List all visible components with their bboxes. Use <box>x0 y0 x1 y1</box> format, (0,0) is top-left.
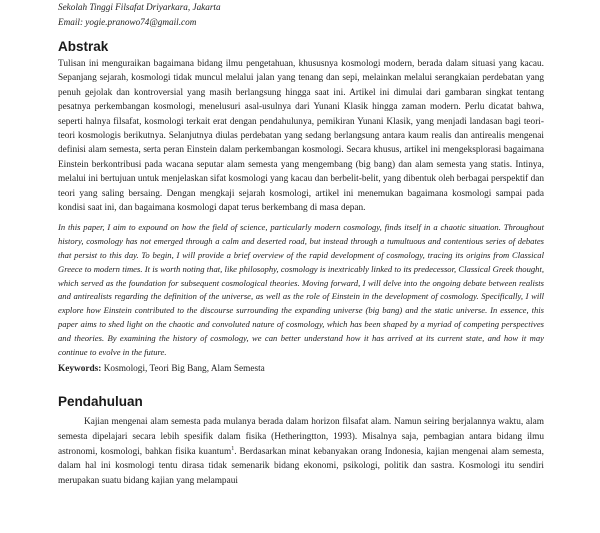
intro-text-b: . Berdasarkan minat kebanyakan orang Indonesia, kajian mengenai alam semesta, dalam hal ini kosmologi tentu dirasa tidak semenarik bidang ekonomi, psikologi, politik dan sastra. Kosmologi itu sendiri merupakan suatu bidang kajian yang melampaui <box>58 446 544 486</box>
keywords-line <box>58 362 544 376</box>
keywords-value: Kosmologi, Teori Big Bang, Alam Semesta <box>101 364 265 375</box>
abstract-indonesian: Tulisan ini menguraikan bagaimana bidang ilmu pengetahuan, khususnya kosmologi modern, berada dalam situasi yang kacau. Sepanjang sejarah, kosmologi tidak muncul melalui jalan yang tenang dan sepi, melainkan melalui serangkaian perdebatan yang penuh gejolak dan kontroversial yang masih berlangsung hingga saat ini. Artikel ini dimulai dari gambaran singkat tentang pesatnya perkembangan kosmologi, menelusuri asal-usulnya dari Yunani Klasik hingga zaman modern. Perlu dicatat bahwa, seperti halnya filsafat, kosmologi terkait erat dengan pendahulunya, pemikiran Yunani Klasik, yang menjadi landasan bagi teori-teori kosmologis berikutnya. Selanjutnya diulas perdebatan yang sedang berlangsung antara kaum realis dan antirealis mengenai definisi alam semesta, serta peran Einstein dalam perkembangan kosmologi. Secara khusus, artikel ini mengeksplorasi bagaimana Einstein berkontribusi pada wacana seputar alam semesta yang mengembang (big bang) dan alam semesta yang statis. Intinya, melalui ini bertujuan untuk menjelaskan sifat kosmologi yang kacau dan berbelit-belit, yang dibentuk oleh berbagai perspektif dan teori yang saling bersaing. Dengan mengkaji sejarah kosmologi, artikel ini menemukan bagaimana kosmologi sampai pada kondisi saat ini, dan bagaimana kosmologi dapat terus berkembang di masa depan. <box>58 59 544 214</box>
abstract-english: In this paper, I aim to expound on how the field of science, particularly modern cosmology, finds itself in a chaotic situation. Throughout history, cosmology has not emerged through a calm and deserted road, but instead through a tumultuous and contentious series of debates that persist to this day. To begin, I will provide a brief overview of the rapid development of cosmology, tracing its origins from Classical Greece to modern times. It is worth noting that, like philosophy, cosmology is inextricably linked to its predecessor, Classical Greek thought, which served as the foundation for subsequent cosmological theories. Moving forward, I will delve into the ongoing debate between realists and antirealists regarding the definition of the universe, as well as the role of Einstein in the development of cosmology. Specifically, I will explore how Einstein contributed to the discourse surrounding the expanding universe (big bang) and the static universe. In essence, this paper aims to shed light on the chaotic and convoluted nature of cosmology, which has been shaped by a myriad of competing perspectives and theories. By examining the history of cosmology, we can better understand how it has arrived at its current state, and how it may continue to evolve in the future. <box>58 222 544 357</box>
introduction-paragraph <box>58 415 544 488</box>
keywords-label: Keywords: <box>58 364 102 375</box>
introduction-heading: Pendahuluan <box>58 394 143 410</box>
affiliation-institution: Sekolah Tinggi Filsafat Driyarkara, Jakarta <box>58 2 221 12</box>
abstract-heading: Abstrak <box>58 39 109 54</box>
intro-text-a: Kajian mengenai alam semesta pada mulanya berada dalam horizon filsafat alam. Namun seiring berjalannya waktu, alam semesta dipelajari secara lebih spesifik dalam fisika (Hetheringtton, 1993). Misalnya saja, pembagian antara bidang ilmu astronomi, kosmologi, bahkan fisika kuantum <box>58 417 544 457</box>
footnote-marker: 1 <box>231 445 235 452</box>
affiliation-email: Email: yogie.pranowo74@gmail.com <box>58 17 197 27</box>
